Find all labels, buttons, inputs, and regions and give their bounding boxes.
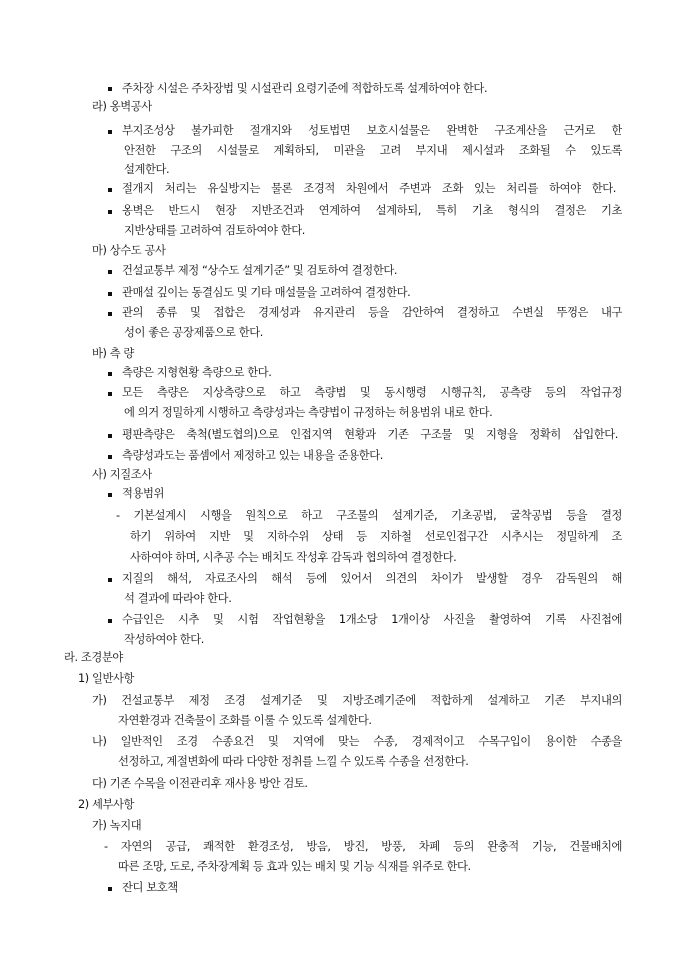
bullet-icon xyxy=(108,455,112,459)
text-line: 선정하고, 계절변화에 따라 다양한 정취를 느낄 수 있도록 수종을 선정한다. xyxy=(118,755,469,768)
bullet-icon xyxy=(108,578,112,582)
bullet-icon xyxy=(108,130,112,134)
text-line: 평판측량은 축척(별도협의)으로 인접지역 현황과 기존 구조물 및 지형을 정확히 삽입한다. xyxy=(122,428,618,441)
bullet-icon xyxy=(108,887,112,891)
text-line: 절개지 처리는 유실방지는 물론 조경적 차원에서 주변과 조화 있는 처리를 하여야 한다. xyxy=(122,182,616,195)
section-heading: 가) 녹지대 xyxy=(92,819,142,832)
section-heading: 마) 상수도 공사 xyxy=(92,244,166,257)
text-line: 관의 종류 및 접합은 경제성과 유지관리 등을 감안하여 결정하고 수변실 뚜껑은 내구 xyxy=(122,306,622,319)
text-line: 에 의거 정밀하게 시행하고 측량성과는 측량법이 규정하는 허용범위 내로 한다. xyxy=(124,406,493,419)
text-line: 작성하여야 한다. xyxy=(124,633,204,646)
bullet-icon xyxy=(108,210,112,214)
text-line: 다) 기존 수목을 이전관리후 재사용 방안 검토. xyxy=(92,777,308,790)
bullet-icon xyxy=(108,619,112,623)
text-line: 지반상태를 고려하여 검토하여야 한다. xyxy=(124,224,305,237)
bullet-icon xyxy=(108,392,112,396)
bullet-icon xyxy=(108,493,112,497)
text-line: 옹벽은 반드시 현장 지반조건과 연계하여 설계하되, 특히 기초 형식의 결정은 기초 xyxy=(122,204,622,217)
text-line: 성이 좋은 공장제품으로 한다. xyxy=(124,326,263,339)
section-heading: 사) 지질조사 xyxy=(92,468,152,481)
text-line: 하기 위하여 지반 및 지하수위 상태 등 지하철 선로인접구간 시추시는 정밀하게 조 xyxy=(130,530,622,543)
chapter-heading: 라. 조경분야 xyxy=(64,651,123,664)
bullet-icon xyxy=(108,312,112,316)
subsection-heading: 2) 세부사항 xyxy=(78,798,135,811)
bullet-icon xyxy=(108,188,112,192)
subsection-heading: 1) 일반사항 xyxy=(78,672,135,685)
bullet-icon xyxy=(108,434,112,438)
text-line: - 자연의 공급, 쾌적한 환경조성, 방음, 방진, 방풍, 차폐 등의 완충적 기능, 건물배치에 xyxy=(104,840,622,853)
text-line: 따른 조망, 도로, 주차장계획 등 효과 있는 배치 및 기능 식재를 위주로 한다. xyxy=(118,860,471,873)
text-line: 건설교통부 제정 “상수도 설계기준” 및 검토하여 결정한다. xyxy=(122,264,398,277)
text-line: 설계한다. xyxy=(124,163,170,176)
text-line: 석 결과에 따라야 한다. xyxy=(124,592,232,605)
text-line: - 기본설계시 시행을 원칙으로 하고 구조물의 설계기준, 기초공법, 굴착공법 등을 결정 xyxy=(116,509,622,522)
text-line: 수급인은 시추 및 시험 작업현황을 1개소당 1개이상 사진을 촬영하여 기록 사진첩에 xyxy=(122,613,622,626)
text-line: 사하여야 하며, 시추공 수는 배치도 작성후 감독과 협의하여 결정한다. xyxy=(130,551,457,564)
text-line: 측량성과도는 품셈에서 제정하고 있는 내용을 준용한다. xyxy=(122,449,383,462)
text-line: 관매설 깊이는 동결심도 및 기타 매설물을 고려하여 결정한다. xyxy=(122,286,411,299)
text-line: 모든 측량은 지상측량으로 하고 측량법 및 동시행령 시행규칙, 공측량 등의 작업규정 xyxy=(122,386,622,399)
bullet-icon xyxy=(108,372,112,376)
text-line: 주차장 시설은 주차장법 및 시설관리 요령기준에 적합하도록 설계하여야 한다. xyxy=(122,82,488,95)
bullet-icon xyxy=(108,270,112,274)
section-heading: 라) 옹벽공사 xyxy=(92,100,152,113)
text-line: 적용범위 xyxy=(122,487,165,500)
text-line: 나) 일반적인 조경 수종요건 및 지역에 맞는 수종, 경제적이고 수목구입이 용이한 수종을 xyxy=(92,735,622,748)
bullet-icon xyxy=(108,87,112,91)
text-line: 부지조성상 불가피한 절개지와 성토법면 보호시설물은 완벽한 구조계산을 근거로 한 xyxy=(122,124,622,137)
text-line: 잔디 보호책 xyxy=(122,881,178,894)
section-heading: 바) 측 량 xyxy=(92,347,134,360)
text-line: 자연환경과 건축물이 조화를 이룰 수 있도록 설계한다. xyxy=(118,714,372,727)
text-line: 안전한 구조의 시설물로 계획하되, 미관을 고려 부지내 제시설과 조화될 수 있도록 xyxy=(124,144,622,157)
text-line: 지질의 해석, 자료조사의 해석 등에 있어서 의견의 차이가 발생할 경우 감독원의 해 xyxy=(122,572,622,585)
text-line: 측량은 지형현황 측량으로 한다. xyxy=(122,366,272,379)
text-line: 가) 건설교통부 제정 조경 설계기준 및 지방조례기준에 적합하게 설계하고 기존 부지내의 xyxy=(92,694,622,707)
bullet-icon xyxy=(108,292,112,296)
